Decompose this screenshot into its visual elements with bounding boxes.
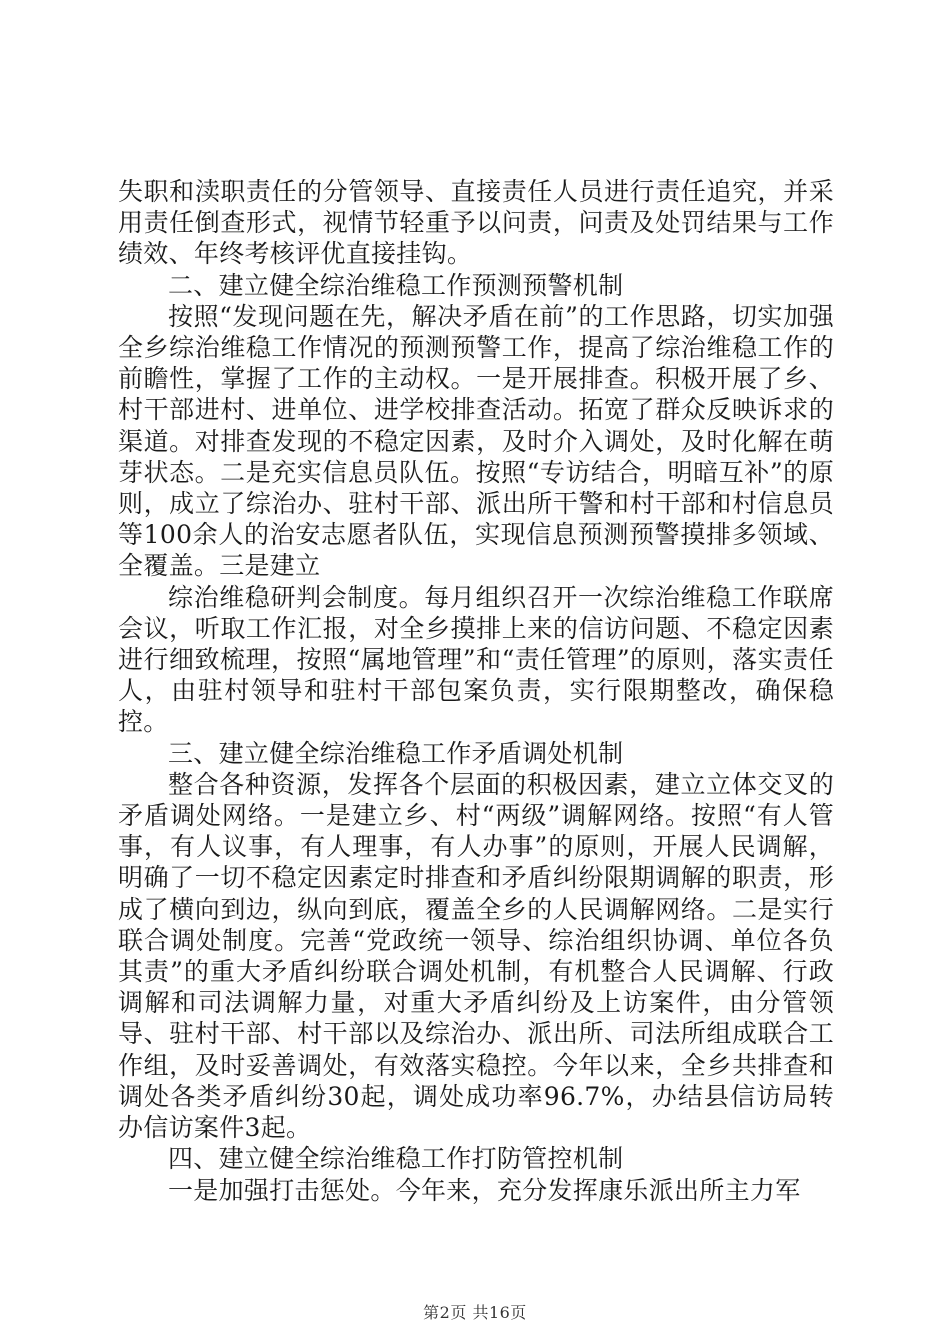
- paragraph-5: 一是加强打击惩处。今年来，充分发挥康乐派出所主力军: [168, 1175, 801, 1205]
- paragraph-3: 综治维稳研判会制度。每月组织召开一次综治维稳工作联席会议，听取工作汇报，对全乡摸排上来的信访问题、不稳定因素进行细致梳理，按照“属地管理”和“责任管理”的原则，落实责任人，由驻村领导和驻村干部包案负责，实行限期整改，确保稳控。: [118, 582, 834, 737]
- paragraph-1: 失职和渎职责任的分管领导、直接责任人员进行责任追究，并采用责任倒查形式，视情节轻重予以问责，问责及处罚结果与工作绩效、年终考核评优直接挂钩。: [118, 177, 834, 269]
- document-body: [118, 176, 834, 1206]
- section-heading-3: 三、建立健全综治维稳工作矛盾调处机制: [168, 738, 624, 768]
- page-number-footer: 第2页 共16页: [423, 1303, 527, 1322]
- section-heading-2: 二、建立健全综治维稳工作预测预警机制: [168, 270, 624, 300]
- paragraph-4: 整合各种资源，发挥各个层面的积极因素，建立立体交叉的矛盾调处网络。一是建立乡、村“两级”调解网络。按照“有人管事，有人议事，有人理事，有人办事”的原则，开展人民调解，明确了一切不稳定因素定时排查和矛盾纠纷限期调解的职责，形成了横向到边，纵向到底，覆盖全乡的人民调解网络。二是实行联合调处制度。完善“党政统一领导、综治组织协调、单位各负其责”的重大矛盾纠纷联合调处机制，有机整合人民调解、行政调解和司法调解力量，对重大矛盾纠纷及上访案件，由分管领导、驻村干部、村干部以及综治办、派出所、司法所组成联合工作组，及时妥善调处，有效落实稳控。今年以来，全乡共排查和调处各类矛盾纠纷30起，调处成功率96.7%，办结县信访局转办信访案件3起。: [118, 769, 834, 1143]
- section-heading-4: 四、建立健全综治维稳工作打防管控机制: [168, 1144, 624, 1174]
- paragraph-2: 按照“发现问题在先，解决矛盾在前”的工作思路，切实加强全乡综治维稳工作情况的预测预警工作，提高了综治维稳工作的前瞻性，掌握了工作的主动权。一是开展排查。积极开展了乡、村干部进村、进单位、进学校排查活动。拓宽了群众反映诉求的渠道。对排查发现的不稳定因素，及时介入调处，及时化解在萌芽状态。二是充实信息员队伍。按照“专访结合，明暗互补”的原则，成立了综治办、驻村干部、派出所干警和村干部和村信息员等100余人的治安志愿者队伍，实现信息预测预警摸排多领域、全覆盖。三是建立: [118, 301, 834, 581]
